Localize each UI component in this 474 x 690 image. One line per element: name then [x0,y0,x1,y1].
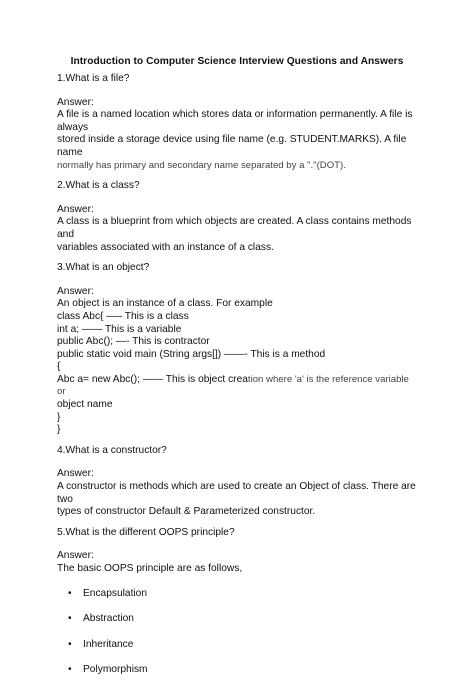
answer-3-line-1: An object is an instance of a class. For example [57,298,273,310]
question-4: 4.What is a constructor? [57,444,167,456]
answer-label-4: Answer: [57,468,94,480]
answer-3-line-4: public Abc(); —- This is contractor [57,336,210,348]
answer-3-line-5: public static void main (String args[]) ——- This is a method [57,348,326,360]
list-item [57,639,417,665]
answer-2-line-2: variables associated with an instance of a class. [57,241,274,253]
question-5: 5.What is the different OOPS principle? [57,526,235,538]
bullet-icon: • [68,587,72,599]
answer-3-line-9: } [57,411,61,423]
bullet-icon: • [68,613,72,625]
bullet-icon: • [68,664,72,676]
answer-3-line-3: int a; —— This is a variable [57,323,182,335]
answer-1-line-2: stored inside a storage device using file name (e.g. STUDENT.MARKS). A file name [57,134,407,158]
answer-4-line-1: A constructor is methods which are used to create an Object of class. There are two [57,481,416,505]
answer-3-line-10: } [57,424,61,436]
answer-3-line-2: class Abc{ —– This is a class [57,310,189,322]
answer-label-3: Answer: [57,285,94,297]
list-item [57,613,417,639]
answer-5-line-1: The basic OOPS principle are as follows, [57,563,243,574]
answer-1-line-1: A file is a named location which stores data or information permanently. A file is always [57,109,413,133]
question-2: 2.What is a class? [57,180,140,192]
answer-4-line-2: types of constructor Default & Parameterized constructor. [57,506,316,518]
answer-3-line-8: object name [57,399,113,411]
list-item [57,664,417,690]
oops-principles-list [57,588,417,690]
list-item-label: Abstraction [83,613,134,625]
question-3: 3.What is an object? [57,262,150,274]
list-item-label: Polymorphism [83,664,148,676]
document-body [57,73,417,690]
answer-1-line-3: normally has primary and secondary name separated by a "."(DOT). [57,159,346,171]
list-item-label: Encapsulation [83,587,148,599]
answer-3-line-7 [57,374,417,399]
bullet-icon: • [68,638,72,650]
answer-3-line-7b: tion where 'a' is the reference variable or [57,373,409,398]
document-title: Introduction to Computer Science Interview Questions and Answers [70,56,404,67]
list-item [57,588,417,614]
answer-label-5: Answer: [57,550,94,562]
answer-3-line-7a: Abc a= new Abc(); —— This is object crea [57,373,248,385]
answer-2-line-1: A class is a blueprint from which objects are created. A class contains methods and [57,216,412,240]
list-item-label: Inheritance [83,638,134,650]
question-1: 1.What is a file? [57,73,130,84]
answer-label-2: Answer: [57,203,94,215]
answer-label-1: Answer: [57,96,94,108]
answer-3-line-6: { [57,361,61,373]
